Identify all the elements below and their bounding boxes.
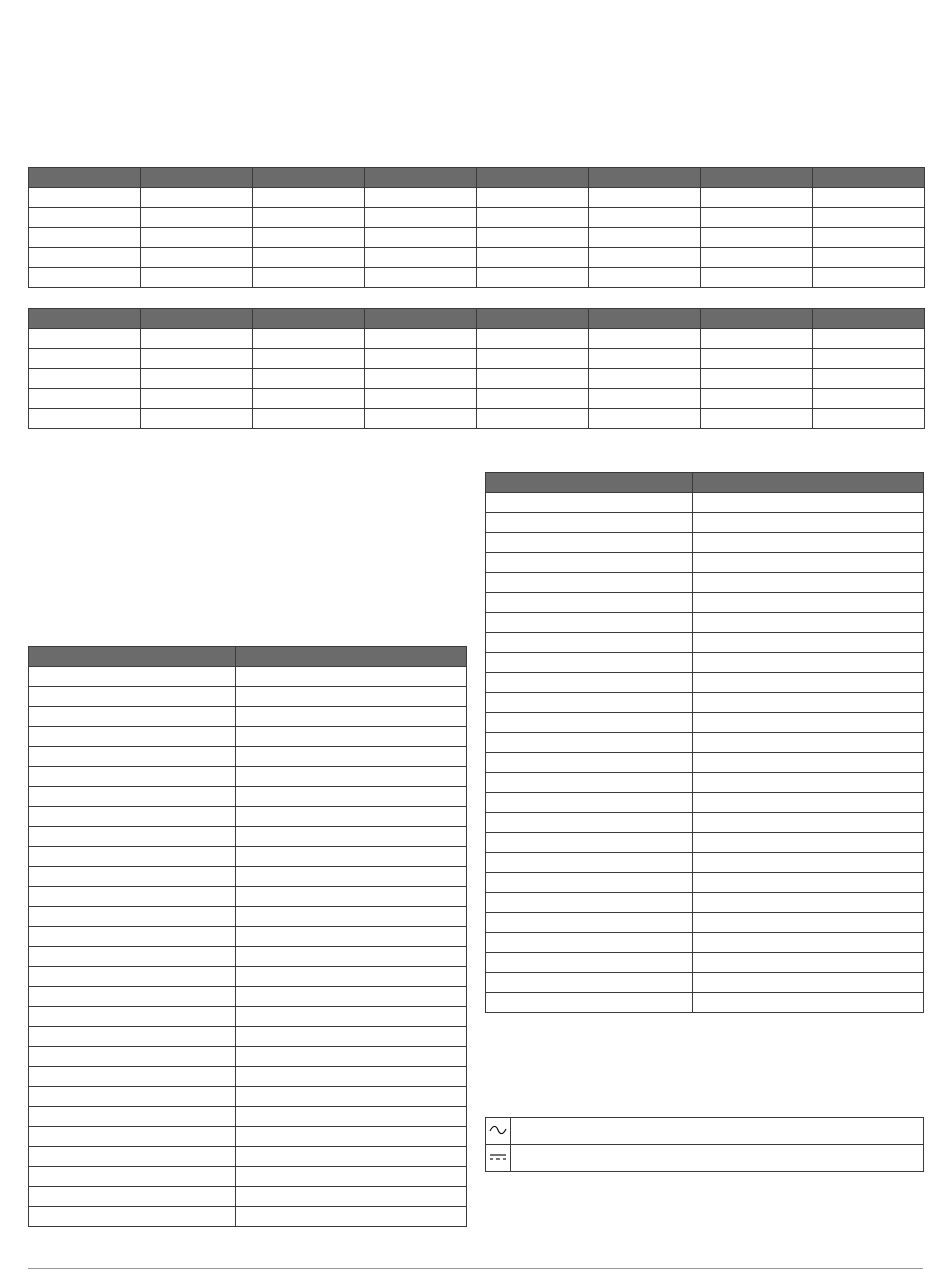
table-row <box>29 1087 467 1107</box>
table-cell <box>813 389 925 409</box>
table-cell <box>486 833 693 853</box>
table-cell <box>477 409 589 429</box>
table-cell <box>236 887 467 907</box>
table-cell <box>486 893 693 913</box>
table-cell <box>701 349 813 369</box>
table-cell <box>236 667 467 687</box>
table-cell <box>486 713 693 733</box>
table-cell <box>253 329 365 349</box>
table-row <box>29 369 925 389</box>
table-cell <box>701 268 813 288</box>
table-row <box>486 713 924 733</box>
table-cell <box>141 349 253 369</box>
table-cell <box>477 208 589 228</box>
table-cell <box>486 633 693 653</box>
table-cell <box>486 533 693 553</box>
table-cell <box>29 667 236 687</box>
table-row <box>29 1067 467 1087</box>
header-cell <box>486 473 693 493</box>
table-row <box>486 613 924 633</box>
table-row <box>486 693 924 713</box>
table-header-row <box>29 647 467 667</box>
header-cell <box>813 309 925 329</box>
table-cell <box>701 329 813 349</box>
table-cell <box>365 409 477 429</box>
table-cell <box>253 248 365 268</box>
header-cell <box>365 309 477 329</box>
table-cell <box>486 953 693 973</box>
table-row <box>486 673 924 693</box>
table-cell <box>29 1107 236 1127</box>
header-cell <box>589 168 701 188</box>
table-cell <box>365 188 477 208</box>
table-row <box>29 947 467 967</box>
table-cell <box>589 208 701 228</box>
table-cell <box>29 987 236 1007</box>
table-cell <box>693 853 924 873</box>
table-cell <box>693 693 924 713</box>
table-cell <box>693 613 924 633</box>
table-cell <box>236 727 467 747</box>
table-row <box>486 933 924 953</box>
table-cell <box>141 248 253 268</box>
table-cell <box>29 349 141 369</box>
table-row <box>29 248 925 268</box>
table-row <box>29 887 467 907</box>
table-cell <box>236 687 467 707</box>
table-cell <box>486 993 693 1013</box>
table-cell <box>29 1047 236 1067</box>
table-cell <box>29 1007 236 1027</box>
table-cell <box>813 228 925 248</box>
table-row <box>29 667 467 687</box>
table-cell <box>236 827 467 847</box>
table-cell <box>236 1107 467 1127</box>
table-row <box>29 1167 467 1187</box>
table-cell <box>29 1187 236 1207</box>
table-cell <box>29 827 236 847</box>
table-cell <box>29 248 141 268</box>
table-cell <box>693 893 924 913</box>
header-cell <box>253 168 365 188</box>
table-cell <box>29 188 141 208</box>
table-cell <box>29 807 236 827</box>
table-cell <box>701 389 813 409</box>
table-cell <box>693 533 924 553</box>
table-cell <box>236 807 467 827</box>
table-cell <box>236 707 467 727</box>
table-row <box>29 389 925 409</box>
table-cell <box>365 389 477 409</box>
table-cell <box>813 409 925 429</box>
table-cell <box>813 268 925 288</box>
table-row <box>486 773 924 793</box>
table-cell <box>693 753 924 773</box>
table-cell <box>253 409 365 429</box>
spec-table-2 <box>28 308 925 429</box>
ac-current-icon <box>486 1118 511 1145</box>
table-cell <box>236 1047 467 1067</box>
dc-current-icon <box>486 1145 511 1172</box>
table-cell <box>141 369 253 389</box>
table-row <box>29 1127 467 1147</box>
table-cell <box>29 707 236 727</box>
table-row <box>29 329 925 349</box>
table-cell <box>701 188 813 208</box>
table-cell <box>236 867 467 887</box>
table-row <box>29 1047 467 1067</box>
table-cell <box>236 1027 467 1047</box>
table-row <box>29 1187 467 1207</box>
right-two-column-table <box>485 472 924 1013</box>
table-cell <box>236 907 467 927</box>
table-row <box>486 953 924 973</box>
table-row <box>486 893 924 913</box>
table-cell <box>486 553 693 573</box>
table-cell <box>29 947 236 967</box>
table-cell <box>29 787 236 807</box>
table-cell <box>141 329 253 349</box>
table-cell <box>253 268 365 288</box>
table-cell <box>365 248 477 268</box>
table-row <box>486 653 924 673</box>
table-row <box>29 687 467 707</box>
table-cell <box>141 188 253 208</box>
table-cell <box>29 927 236 947</box>
table-cell <box>486 673 693 693</box>
spec-table-1 <box>28 167 925 288</box>
table-cell <box>29 867 236 887</box>
table-cell <box>693 493 924 513</box>
table-cell <box>29 409 141 429</box>
table-cell <box>141 208 253 228</box>
table-row <box>486 833 924 853</box>
table-cell <box>693 993 924 1013</box>
table-cell <box>29 1167 236 1187</box>
table-cell <box>486 593 693 613</box>
table-cell <box>701 248 813 268</box>
table-cell <box>29 887 236 907</box>
table-cell <box>365 329 477 349</box>
table-row <box>486 533 924 553</box>
table-row <box>29 228 925 248</box>
table-cell <box>589 349 701 369</box>
table-cell <box>693 593 924 613</box>
symbol-description <box>511 1145 924 1172</box>
header-cell <box>141 309 253 329</box>
table-row <box>29 268 925 288</box>
table-cell <box>365 228 477 248</box>
table-row <box>486 813 924 833</box>
table-cell <box>486 973 693 993</box>
table-cell <box>236 847 467 867</box>
symbol-row <box>486 1118 924 1145</box>
header-cell <box>693 473 924 493</box>
table-row <box>486 733 924 753</box>
table-header-row <box>29 309 925 329</box>
table-cell <box>693 713 924 733</box>
table-cell <box>477 228 589 248</box>
table-cell <box>589 228 701 248</box>
table-cell <box>693 773 924 793</box>
table-cell <box>236 987 467 1007</box>
table-cell <box>693 653 924 673</box>
table-row <box>486 793 924 813</box>
table-cell <box>693 673 924 693</box>
table-cell <box>693 913 924 933</box>
table-cell <box>589 268 701 288</box>
header-cell <box>589 309 701 329</box>
table-row <box>29 727 467 747</box>
table-cell <box>693 833 924 853</box>
table-cell <box>477 248 589 268</box>
table-cell <box>589 188 701 208</box>
table-cell <box>813 329 925 349</box>
table-row <box>29 927 467 947</box>
table-cell <box>29 369 141 389</box>
table-cell <box>486 613 693 633</box>
table-cell <box>589 329 701 349</box>
header-cell <box>477 168 589 188</box>
table-cell <box>365 208 477 228</box>
table-cell <box>29 727 236 747</box>
table-cell <box>236 947 467 967</box>
table-row <box>29 847 467 867</box>
header-cell <box>253 309 365 329</box>
table-cell <box>29 389 141 409</box>
table-row <box>29 807 467 827</box>
table-cell <box>813 188 925 208</box>
table-cell <box>253 188 365 208</box>
left-two-column-table <box>28 646 467 1227</box>
table-cell <box>486 753 693 773</box>
table-cell <box>486 793 693 813</box>
header-cell <box>701 168 813 188</box>
table-row <box>29 409 925 429</box>
table-cell <box>486 693 693 713</box>
table-cell <box>236 1087 467 1107</box>
table-cell <box>253 349 365 369</box>
symbols-table <box>485 1117 924 1172</box>
table-cell <box>236 1147 467 1167</box>
table-cell <box>486 653 693 673</box>
table-header-row <box>486 473 924 493</box>
table-cell <box>253 228 365 248</box>
table-row <box>29 1107 467 1127</box>
table-row <box>29 1027 467 1047</box>
table-row <box>29 867 467 887</box>
symbol-description <box>511 1118 924 1145</box>
table-cell <box>693 933 924 953</box>
table-cell <box>486 493 693 513</box>
table-cell <box>253 208 365 228</box>
table-cell <box>236 1007 467 1027</box>
table-cell <box>29 967 236 987</box>
header-cell <box>236 647 467 667</box>
table-cell <box>29 1207 236 1227</box>
table-row <box>29 1007 467 1027</box>
table-cell <box>477 268 589 288</box>
table-cell <box>693 793 924 813</box>
table-cell <box>701 208 813 228</box>
table-row <box>486 553 924 573</box>
table-cell <box>236 1067 467 1087</box>
table-cell <box>29 1027 236 1047</box>
table-cell <box>486 513 693 533</box>
table-cell <box>365 369 477 389</box>
table-row <box>486 573 924 593</box>
table-row <box>486 993 924 1013</box>
table-cell <box>486 773 693 793</box>
footer-divider <box>28 1268 923 1269</box>
table-cell <box>29 1067 236 1087</box>
table-cell <box>693 633 924 653</box>
table-row <box>29 767 467 787</box>
table-cell <box>701 369 813 389</box>
table-cell <box>29 268 141 288</box>
header-cell <box>477 309 589 329</box>
table-cell <box>477 369 589 389</box>
table-cell <box>29 1147 236 1167</box>
table-cell <box>589 389 701 409</box>
table-cell <box>141 409 253 429</box>
table-cell <box>813 208 925 228</box>
table-row <box>29 188 925 208</box>
table-cell <box>813 369 925 389</box>
table-row <box>29 747 467 767</box>
table-cell <box>29 208 141 228</box>
table-cell <box>236 967 467 987</box>
table-row <box>29 907 467 927</box>
table-row <box>29 1147 467 1167</box>
table-row <box>29 967 467 987</box>
table-cell <box>141 389 253 409</box>
table-cell <box>693 873 924 893</box>
table-row <box>486 513 924 533</box>
table-cell <box>236 747 467 767</box>
table-row <box>29 208 925 228</box>
table-row <box>486 873 924 893</box>
table-cell <box>486 573 693 593</box>
table-cell <box>693 573 924 593</box>
table-cell <box>29 1087 236 1107</box>
table-cell <box>141 268 253 288</box>
table-cell <box>365 268 477 288</box>
table-cell <box>477 188 589 208</box>
table-cell <box>693 813 924 833</box>
table-cell <box>236 927 467 947</box>
table-row <box>486 593 924 613</box>
header-cell <box>29 647 236 667</box>
table-cell <box>477 349 589 369</box>
table-cell <box>236 767 467 787</box>
symbol-row <box>486 1145 924 1172</box>
table-cell <box>701 228 813 248</box>
table-row <box>29 707 467 727</box>
table-cell <box>236 1167 467 1187</box>
header-cell <box>365 168 477 188</box>
table-cell <box>486 913 693 933</box>
table-row <box>29 987 467 1007</box>
table-row <box>486 913 924 933</box>
table-cell <box>589 369 701 389</box>
table-row <box>29 349 925 369</box>
table-cell <box>693 553 924 573</box>
table-cell <box>253 389 365 409</box>
table-cell <box>486 733 693 753</box>
table-cell <box>589 409 701 429</box>
table-row <box>29 827 467 847</box>
table-cell <box>253 369 365 389</box>
table-cell <box>141 228 253 248</box>
table-cell <box>477 329 589 349</box>
table-cell <box>236 1127 467 1147</box>
table-cell <box>29 847 236 867</box>
table-cell <box>693 953 924 973</box>
header-cell <box>29 168 141 188</box>
table-cell <box>365 349 477 369</box>
table-cell <box>693 973 924 993</box>
table-cell <box>813 349 925 369</box>
header-cell <box>141 168 253 188</box>
table-cell <box>486 853 693 873</box>
table-row <box>486 753 924 773</box>
header-cell <box>813 168 925 188</box>
header-cell <box>701 309 813 329</box>
table-cell <box>236 787 467 807</box>
table-cell <box>29 228 141 248</box>
table-cell <box>486 873 693 893</box>
table-row <box>29 787 467 807</box>
table-cell <box>29 329 141 349</box>
table-header-row <box>29 168 925 188</box>
table-cell <box>236 1187 467 1207</box>
table-cell <box>29 767 236 787</box>
table-cell <box>236 1207 467 1227</box>
table-cell <box>589 248 701 268</box>
header-cell <box>29 309 141 329</box>
table-cell <box>29 907 236 927</box>
table-row <box>486 493 924 513</box>
table-cell <box>477 389 589 409</box>
table-cell <box>486 933 693 953</box>
table-cell <box>29 747 236 767</box>
table-cell <box>29 687 236 707</box>
table-cell <box>29 1127 236 1147</box>
table-cell <box>693 733 924 753</box>
table-row <box>29 1207 467 1227</box>
table-row <box>486 973 924 993</box>
table-cell <box>693 513 924 533</box>
table-cell <box>813 248 925 268</box>
table-cell <box>701 409 813 429</box>
table-row <box>486 633 924 653</box>
table-row <box>486 853 924 873</box>
table-cell <box>486 813 693 833</box>
